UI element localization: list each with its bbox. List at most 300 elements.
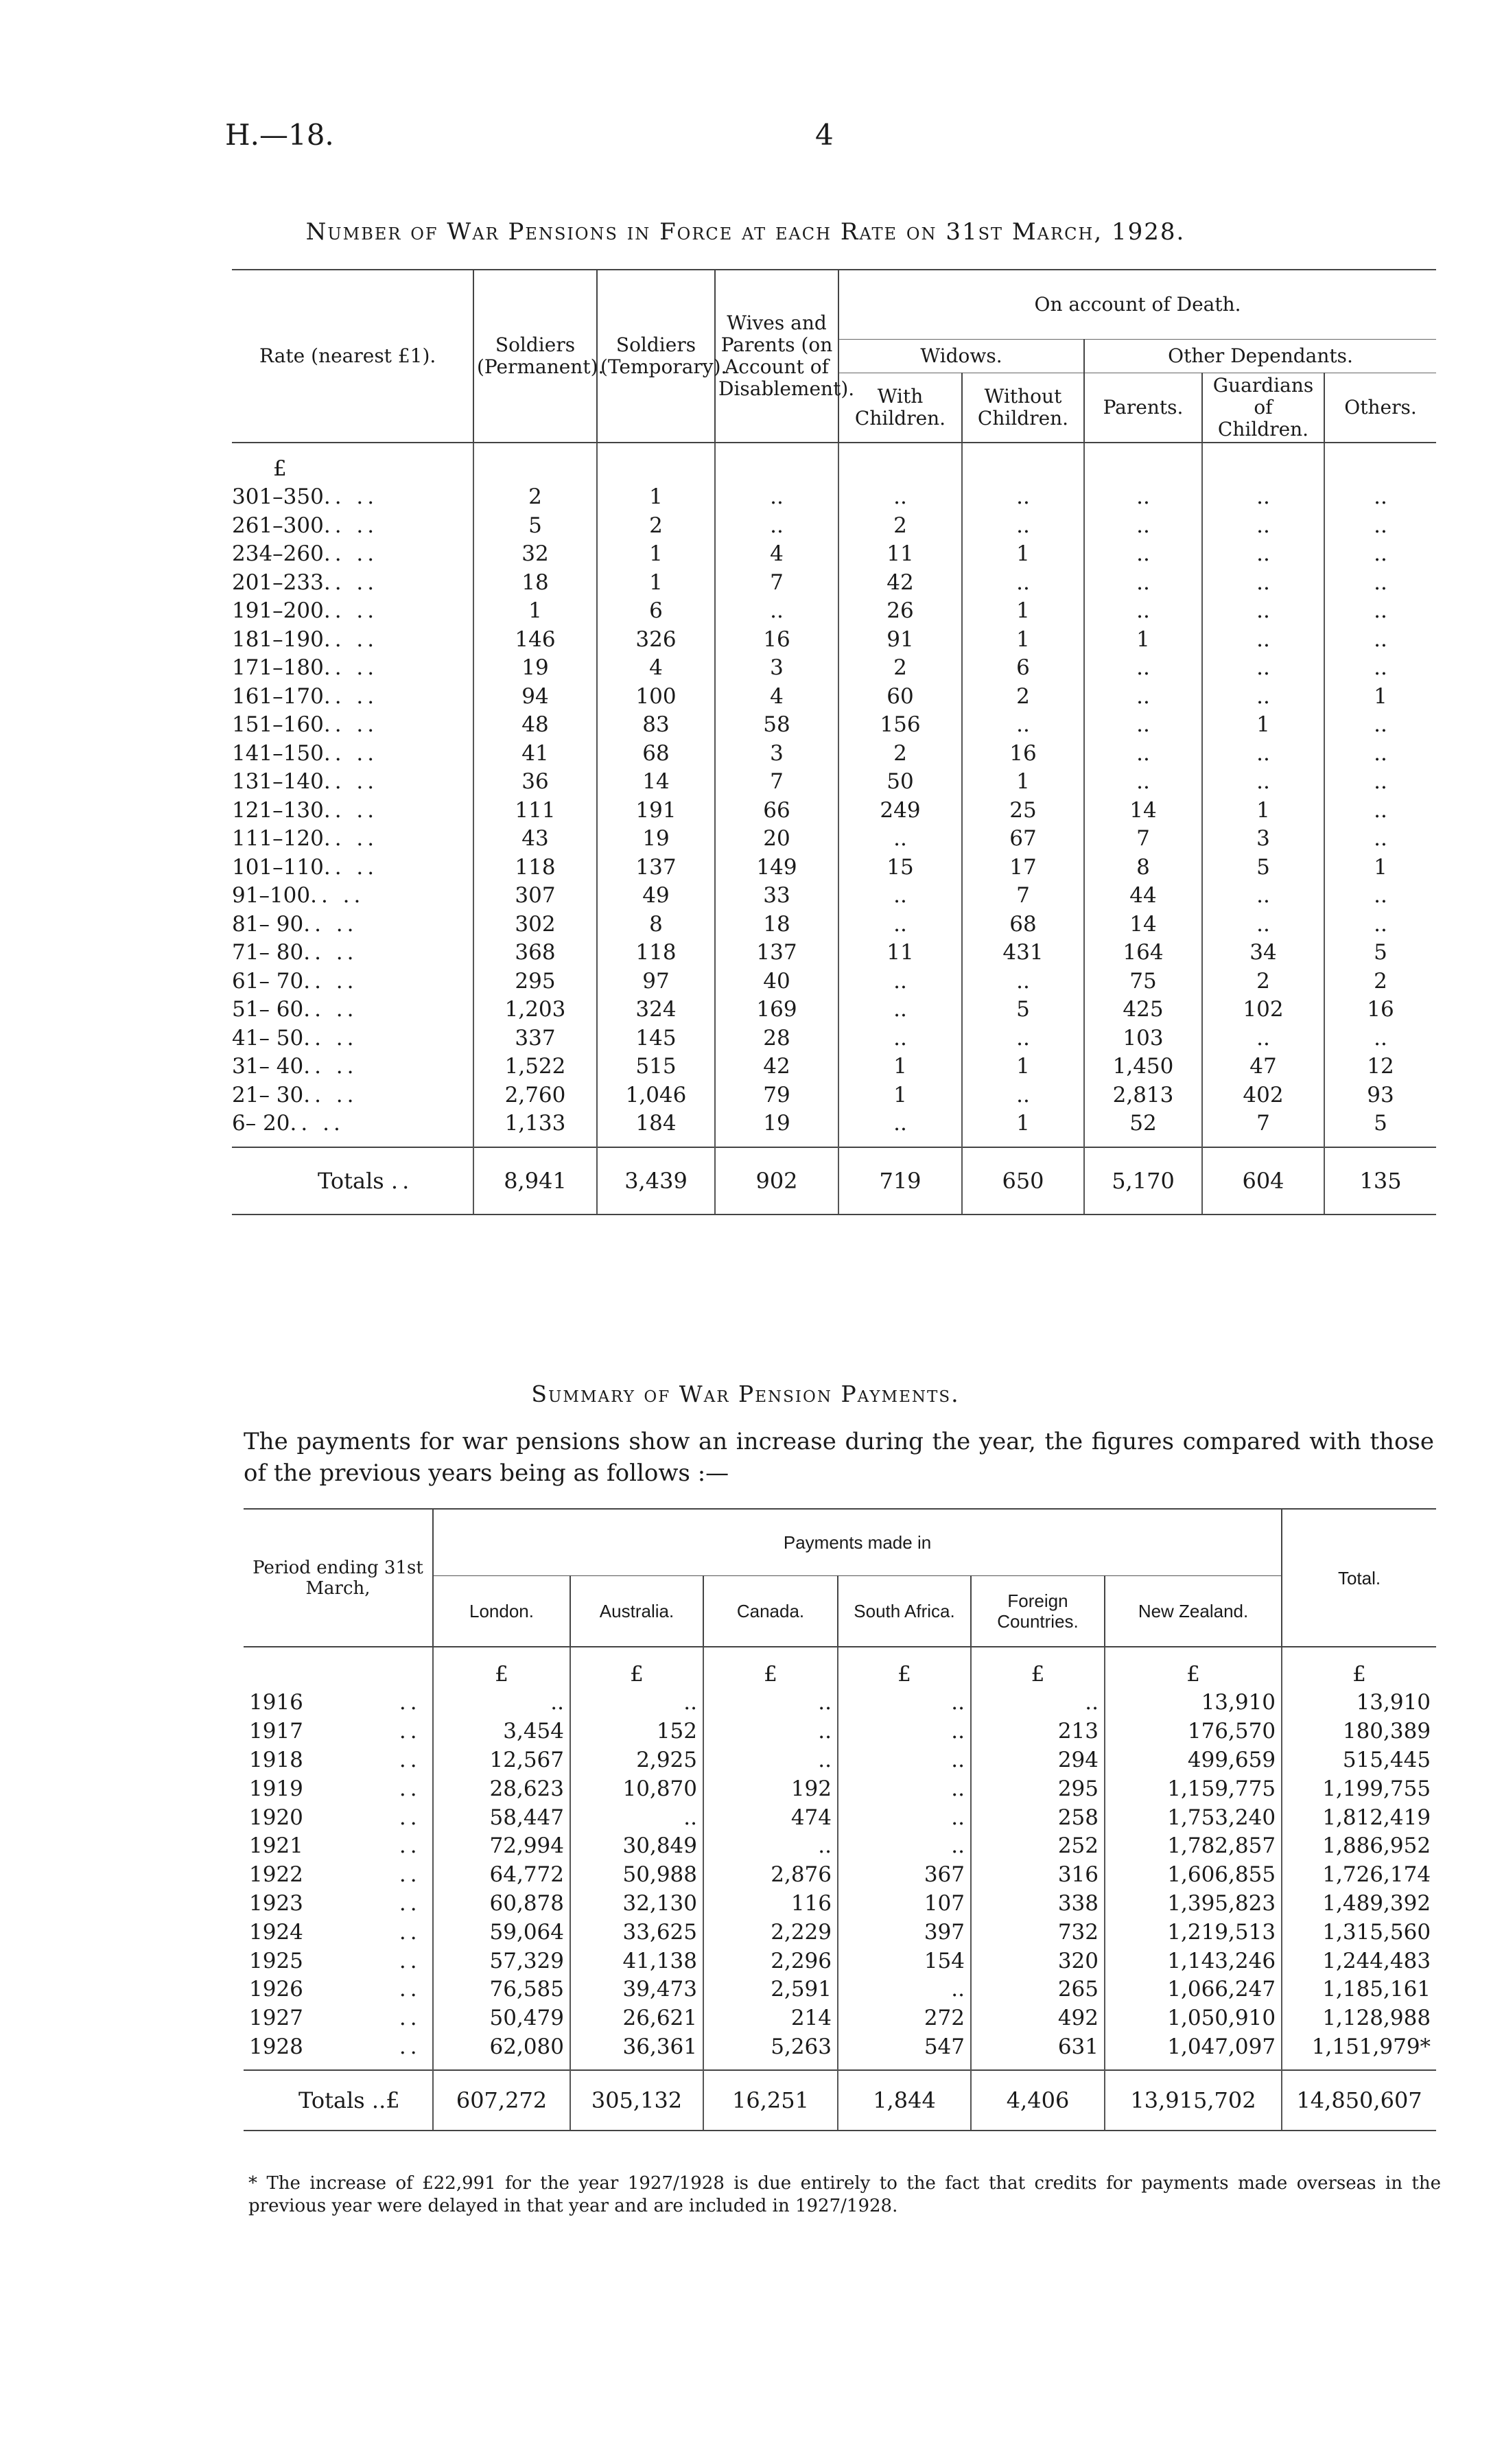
header-canada: Canada.: [703, 1576, 838, 1647]
table-cell: ..: [433, 1689, 570, 1717]
table-cell: 91: [838, 626, 962, 655]
table-cell: 4: [715, 683, 838, 712]
table-row: [232, 825, 1436, 854]
header-soldiers-temporary: Soldiers (Temporary).: [597, 270, 715, 443]
table-cell: ..: [838, 1717, 971, 1746]
rate-range: 161–170: [232, 683, 324, 709]
table-cell: 402: [1202, 1081, 1324, 1110]
table-cell: 93: [1324, 1081, 1436, 1110]
table-cell: 272: [838, 2004, 971, 2033]
table-cell: 1,066,247: [1105, 1975, 1282, 2004]
table-row: [232, 512, 1436, 541]
header-without-children: Without Children.: [962, 373, 1084, 443]
rate-range-cell: 161–170.. ..: [232, 683, 379, 709]
rate-range: 131–140: [232, 769, 324, 795]
table-cell: ..: [1324, 882, 1436, 911]
table-cell: 20: [715, 825, 838, 854]
table-cell: 2,760: [473, 1081, 597, 1110]
table-cell: ..: [838, 1774, 971, 1803]
table-row: [232, 1081, 1436, 1110]
rate-range: 201–233: [232, 570, 324, 595]
table-cell: 192: [703, 1774, 838, 1803]
table-cell: ..: [1084, 540, 1202, 569]
table-cell: 515,445: [1282, 1746, 1436, 1775]
table-cell: 1: [1202, 797, 1324, 825]
period-year: 1927: [249, 2006, 303, 2031]
table-cell: ..: [715, 597, 838, 626]
table-row: [244, 1774, 1436, 1803]
rate-range: 41– 50: [232, 1025, 304, 1051]
table-cell: 1: [962, 1053, 1084, 1081]
table-row: [232, 854, 1436, 882]
table-cell: ..: [838, 911, 962, 939]
table-cell: 100: [597, 683, 715, 712]
rate-range-cell: 21– 30.. ..: [232, 1082, 358, 1107]
period-year: 1921: [249, 1833, 303, 1859]
table-cell: 72,994: [433, 1832, 570, 1861]
table-cell: 1,450: [1084, 1053, 1202, 1081]
table-cell: 326: [597, 626, 715, 655]
table-cell: 191: [597, 797, 715, 825]
table-cell: 1: [1324, 683, 1436, 712]
table-row: [232, 996, 1436, 1024]
table-row: [244, 1746, 1436, 1775]
table-cell: 1,522: [473, 1053, 597, 1081]
table-cell: 58: [715, 711, 838, 740]
table-cell: 103: [1084, 1024, 1202, 1053]
header-period: Period ending 31st March,: [253, 1557, 423, 1599]
table-cell: 180,389: [1282, 1717, 1436, 1746]
table-cell: 4: [715, 540, 838, 569]
header-others: Others.: [1324, 373, 1436, 443]
table-cell: 1,726,174: [1282, 1861, 1436, 1890]
table-cell: 145: [597, 1024, 715, 1053]
table-cell: 2,296: [703, 1947, 838, 1975]
table-cell: ..: [971, 1689, 1105, 1717]
table-cell: ..: [1084, 740, 1202, 768]
table-row: [232, 626, 1436, 655]
table-cell: 13,910: [1105, 1689, 1282, 1717]
table-cell: 5,263: [703, 2033, 838, 2062]
rate-range-cell: 121–130.. ..: [232, 797, 379, 823]
table-cell: 12: [1324, 1053, 1436, 1081]
table-cell: ..: [1084, 711, 1202, 740]
table-cell: 2: [838, 740, 962, 768]
table-cell: 12,567: [433, 1746, 570, 1775]
table-row: [232, 939, 1436, 967]
document-code: H.—18.: [225, 118, 334, 152]
table-cell: 547: [838, 2033, 971, 2062]
period-year-cell: 1927 ..: [249, 2006, 421, 2031]
table-cell: 44: [1084, 882, 1202, 911]
table-cell: 42: [715, 1053, 838, 1081]
table-cell: ..: [962, 483, 1084, 512]
table-cell: ..: [1202, 540, 1324, 569]
table-cell: ..: [838, 483, 962, 512]
table-cell: ..: [703, 1689, 838, 1717]
table-cell: ..: [1324, 540, 1436, 569]
table-cell: ..: [1084, 569, 1202, 598]
header-widows: Widows.: [838, 340, 1084, 373]
table-cell: ..: [1084, 483, 1202, 512]
period-year-cell: 1923 ..: [249, 1890, 421, 1916]
table-cell: 4: [597, 654, 715, 683]
table-cell: ..: [1324, 911, 1436, 939]
table-row: [232, 654, 1436, 683]
table-cell: 3,454: [433, 1717, 570, 1746]
header-with-children: With Children.: [838, 373, 962, 443]
header-london: London.: [433, 1576, 570, 1647]
table-cell: 111: [473, 797, 597, 825]
table-cell: 1,606,855: [1105, 1861, 1282, 1890]
table-cell: 3: [1202, 825, 1324, 854]
table-cell: 26,621: [570, 2004, 703, 2033]
rate-range-cell: 111–120.. ..: [232, 826, 379, 852]
table-cell: ..: [1324, 797, 1436, 825]
totals-label: Totals ..£: [244, 2070, 433, 2131]
table-cell: ..: [838, 1803, 971, 1832]
totals-label-text: Totals: [318, 1167, 384, 1194]
rate-range-cell: 141–150.. ..: [232, 740, 379, 766]
period-year: 1917: [249, 1719, 303, 1744]
rate-range-cell: 151–160.. ..: [232, 712, 379, 738]
table-row: [232, 540, 1436, 569]
table-cell: 5: [1202, 854, 1324, 882]
table-cell: 50,479: [433, 2004, 570, 2033]
table-cell: 58,447: [433, 1803, 570, 1832]
table-cell: 631: [971, 2033, 1105, 2062]
table-cell: 17: [962, 854, 1084, 882]
table-cell: 28: [715, 1024, 838, 1053]
table-row: [244, 1918, 1436, 1947]
table-cell: 1: [962, 540, 1084, 569]
table-cell: 40: [715, 967, 838, 996]
table-cell: 732: [971, 1918, 1105, 1947]
table-cell: 2: [473, 483, 597, 512]
table-cell: 30,849: [570, 1832, 703, 1861]
rate-range-cell: 181–190.. ..: [232, 626, 379, 652]
table-cell: 1,395,823: [1105, 1890, 1282, 1919]
total-cell: 14,850,607: [1282, 2070, 1436, 2131]
table-cell: 2,925: [570, 1746, 703, 1775]
rate-range-cell: 41– 50.. ..: [232, 1025, 358, 1051]
table-cell: 48: [473, 711, 597, 740]
rate-range-cell: 6– 20.. ..: [232, 1111, 344, 1136]
table-row: [232, 711, 1436, 740]
table-row: [244, 1861, 1436, 1890]
currency-symbol: £: [1282, 1647, 1436, 1689]
period-year-cell: 1918 ..: [249, 1747, 421, 1772]
table-cell: 302: [473, 911, 597, 939]
table-cell: 102: [1202, 996, 1324, 1024]
table-row: [244, 1890, 1436, 1919]
table-cell: 1: [597, 483, 715, 512]
table-cell: ..: [838, 1024, 962, 1053]
table-cell: 8: [1084, 854, 1202, 882]
total-cell: 902: [715, 1147, 838, 1215]
table-cell: 16: [962, 740, 1084, 768]
currency-symbol: £: [703, 1647, 838, 1689]
table-cell: 137: [597, 854, 715, 882]
table-cell: ..: [703, 1746, 838, 1775]
table-cell: ..: [1202, 882, 1324, 911]
table-row: [232, 1053, 1436, 1081]
table-cell: 474: [703, 1803, 838, 1832]
rate-range: 191–200: [232, 598, 324, 624]
table-cell: 431: [962, 939, 1084, 967]
rate-range: 91–100: [232, 883, 311, 908]
table-cell: ..: [838, 967, 962, 996]
table-cell: ..: [1324, 711, 1436, 740]
table-cell: 62,080: [433, 2033, 570, 2062]
pensions-by-rate-table: [232, 269, 1436, 1215]
rate-range-cell: 301–350.. ..: [232, 484, 379, 510]
rate-range: 21– 30: [232, 1082, 304, 1107]
rate-range: 81– 90: [232, 911, 304, 937]
table-row: [232, 967, 1436, 996]
table-cell: ..: [962, 711, 1084, 740]
table-cell: 2: [597, 512, 715, 541]
table-cell: 57,329: [433, 1947, 570, 1975]
table-cell: 66: [715, 797, 838, 825]
table-cell: ..: [838, 996, 962, 1024]
header-payments-made-in: Payments made in: [433, 1509, 1282, 1576]
table-cell: ..: [1202, 683, 1324, 712]
currency-symbol: £: [273, 456, 287, 481]
rate-range: 171–180: [232, 655, 324, 681]
table-cell: ..: [715, 483, 838, 512]
table-row: [232, 768, 1436, 797]
table-cell: 2: [1324, 967, 1436, 996]
period-year: 1922: [249, 1862, 303, 1888]
table-cell: 1: [473, 597, 597, 626]
table-cell: ..: [1084, 768, 1202, 797]
table-cell: ..: [1324, 768, 1436, 797]
table-cell: ..: [838, 1832, 971, 1861]
table-cell: 8: [597, 911, 715, 939]
table-cell: 156: [838, 711, 962, 740]
rate-range-cell: 131–140.. ..: [232, 769, 379, 795]
table-cell: 7: [715, 569, 838, 598]
table-cell: 316: [971, 1861, 1105, 1890]
table-cell: 1: [962, 626, 1084, 655]
rate-range-cell: 234–260.. ..: [232, 541, 379, 567]
table-cell: 5: [962, 996, 1084, 1024]
table-cell: 1,185,161: [1282, 1975, 1436, 2004]
table-cell: 1,151,979*: [1282, 2033, 1436, 2062]
table-cell: 32,130: [570, 1890, 703, 1919]
total-cell: 719: [838, 1147, 962, 1215]
table-row: [244, 2033, 1436, 2062]
table-cell: 59,064: [433, 1918, 570, 1947]
header-new-zealand: New Zealand.: [1105, 1576, 1282, 1647]
period-year: 1916: [249, 1690, 303, 1715]
rate-range: 51– 60: [232, 997, 304, 1022]
table-cell: 10,870: [570, 1774, 703, 1803]
table-cell: 32: [473, 540, 597, 569]
table-cell: 116: [703, 1890, 838, 1919]
total-cell: 4,406: [971, 2070, 1105, 2131]
footnote: * The increase of £22,991 for the year 1927/1928 is due entirely to the fact that credits for payments made overseas in the previous year were delayed in that year and are included in 1927/1928.: [248, 2173, 1441, 2216]
period-year-cell: 1925 ..: [249, 1948, 421, 1973]
table-cell: ..: [1324, 825, 1436, 854]
table-cell: 60,878: [433, 1890, 570, 1919]
table-cell: 14: [597, 768, 715, 797]
table-cell: 1: [597, 569, 715, 598]
table-cell: 2: [838, 512, 962, 541]
table-cell: ..: [1202, 911, 1324, 939]
table-cell: 249: [838, 797, 962, 825]
period-year: 1924: [249, 1919, 303, 1945]
table-cell: 320: [971, 1947, 1105, 1975]
table-cell: 107: [838, 1890, 971, 1919]
table-cell: ..: [703, 1832, 838, 1861]
rate-range: 31– 40: [232, 1054, 304, 1079]
total-cell: 650: [962, 1147, 1084, 1215]
table-cell: 118: [597, 939, 715, 967]
table-cell: 1,753,240: [1105, 1803, 1282, 1832]
table-cell: ..: [1084, 597, 1202, 626]
table-cell: 397: [838, 1918, 971, 1947]
table-cell: 25: [962, 797, 1084, 825]
period-year: 1923: [249, 1890, 303, 1916]
table-row: [232, 911, 1436, 939]
table-row: [232, 1024, 1436, 1053]
rate-range: 151–160: [232, 712, 324, 738]
period-year-cell: 1928 ..: [249, 2034, 421, 2059]
rate-range-cell: 61– 70.. ..: [232, 968, 358, 994]
table-cell: 265: [971, 1975, 1105, 2004]
total-cell: 607,272: [433, 2070, 570, 2131]
payments-summary-title: Summary of War Pension Payments.: [531, 1381, 960, 1407]
table-cell: 3: [715, 654, 838, 683]
table-cell: 137: [715, 939, 838, 967]
table-cell: 164: [1084, 939, 1202, 967]
header-other-dependants: Other Dependants.: [1084, 340, 1436, 373]
table-cell: 68: [597, 740, 715, 768]
total-cell: 1,844: [838, 2070, 971, 2131]
table-cell: 118: [473, 854, 597, 882]
table-cell: 1,315,560: [1282, 1918, 1436, 1947]
table-cell: 60: [838, 683, 962, 712]
header-rate: Rate (nearest £1).: [259, 344, 436, 367]
table-cell: 2: [962, 683, 1084, 712]
table-cell: ..: [1202, 569, 1324, 598]
rate-range: 71– 80: [232, 940, 304, 965]
rate-range: 61– 70: [232, 968, 304, 994]
rate-range-cell: 51– 60.. ..: [232, 997, 358, 1022]
table-row: [244, 1832, 1436, 1861]
table-cell: ..: [838, 882, 962, 911]
rate-range-cell: 71– 80.. ..: [232, 940, 358, 965]
total-cell: 3,439: [597, 1147, 715, 1215]
table-cell: ..: [1324, 654, 1436, 683]
table-cell: 1: [1324, 854, 1436, 882]
table-cell: 6: [597, 597, 715, 626]
period-year-cell: 1926 ..: [249, 1977, 421, 2002]
table-cell: 64,772: [433, 1861, 570, 1890]
period-year-cell: 1920 ..: [249, 1805, 421, 1830]
period-year-cell: 1919 ..: [249, 1776, 421, 1801]
table-cell: ..: [962, 1081, 1084, 1110]
total-cell: 135: [1324, 1147, 1436, 1215]
table-cell: ..: [703, 1717, 838, 1746]
table-cell: 79: [715, 1081, 838, 1110]
table-cell: 16: [1324, 996, 1436, 1024]
table-cell: 213: [971, 1717, 1105, 1746]
table-cell: 75: [1084, 967, 1202, 996]
table-cell: 169: [715, 996, 838, 1024]
table-cell: ..: [962, 569, 1084, 598]
table-cell: 5: [473, 512, 597, 541]
rate-range: 111–120: [232, 826, 324, 852]
table-cell: 7: [715, 768, 838, 797]
rate-range-cell: 101–110.. ..: [232, 854, 379, 880]
table-cell: 15: [838, 854, 962, 882]
table-cell: ..: [838, 1689, 971, 1717]
table-cell: 1,203: [473, 996, 597, 1024]
table-row: [232, 882, 1436, 911]
header-on-account-of-death: On account of Death.: [838, 270, 1436, 340]
table-cell: 94: [473, 683, 597, 712]
table-cell: 52: [1084, 1110, 1202, 1138]
rate-range-cell: 191–200.. ..: [232, 598, 379, 624]
table-cell: 1,489,392: [1282, 1890, 1436, 1919]
payments-summary-table: [244, 1508, 1436, 2131]
table-cell: 26: [838, 597, 962, 626]
table-cell: 2: [838, 654, 962, 683]
table-cell: 1,219,513: [1105, 1918, 1282, 1947]
totals-label: Totals ..: [232, 1147, 473, 1215]
table-cell: 7: [1202, 1110, 1324, 1138]
table-cell: ..: [1324, 483, 1436, 512]
table-cell: 18: [715, 911, 838, 939]
table-cell: ..: [1202, 654, 1324, 683]
table-cell: 337: [473, 1024, 597, 1053]
table-cell: ..: [1084, 654, 1202, 683]
table-cell: 1,782,857: [1105, 1832, 1282, 1861]
table-row: [244, 1803, 1436, 1832]
table-row: [232, 683, 1436, 712]
currency-symbol: £: [570, 1647, 703, 1689]
period-year: 1925: [249, 1948, 303, 1973]
table-cell: 214: [703, 2004, 838, 2033]
table-cell: 2,229: [703, 1918, 838, 1947]
table-cell: 149: [715, 854, 838, 882]
table-cell: 1: [838, 1053, 962, 1081]
period-year-cell: 1924 ..: [249, 1919, 421, 1945]
table-cell: 176,570: [1105, 1717, 1282, 1746]
rate-range: 261–300: [232, 513, 324, 538]
table-cell: 41: [473, 740, 597, 768]
header-total: Total.: [1282, 1509, 1436, 1647]
table-cell: 28,623: [433, 1774, 570, 1803]
table-cell: 1: [962, 597, 1084, 626]
currency-symbol: £: [1105, 1647, 1282, 1689]
table-cell: 184: [597, 1110, 715, 1138]
table-cell: 11: [838, 939, 962, 967]
table-row: [244, 1689, 1436, 1717]
period-year-cell: 1921 ..: [249, 1833, 421, 1859]
table-cell: 2,591: [703, 1975, 838, 2004]
currency-symbol: £: [433, 1647, 570, 1689]
table-cell: 2: [1202, 967, 1324, 996]
table-row: [232, 797, 1436, 825]
table-cell: 42: [838, 569, 962, 598]
table-cell: 1,199,755: [1282, 1774, 1436, 1803]
table-cell: 19: [597, 825, 715, 854]
table-cell: 14: [1084, 797, 1202, 825]
